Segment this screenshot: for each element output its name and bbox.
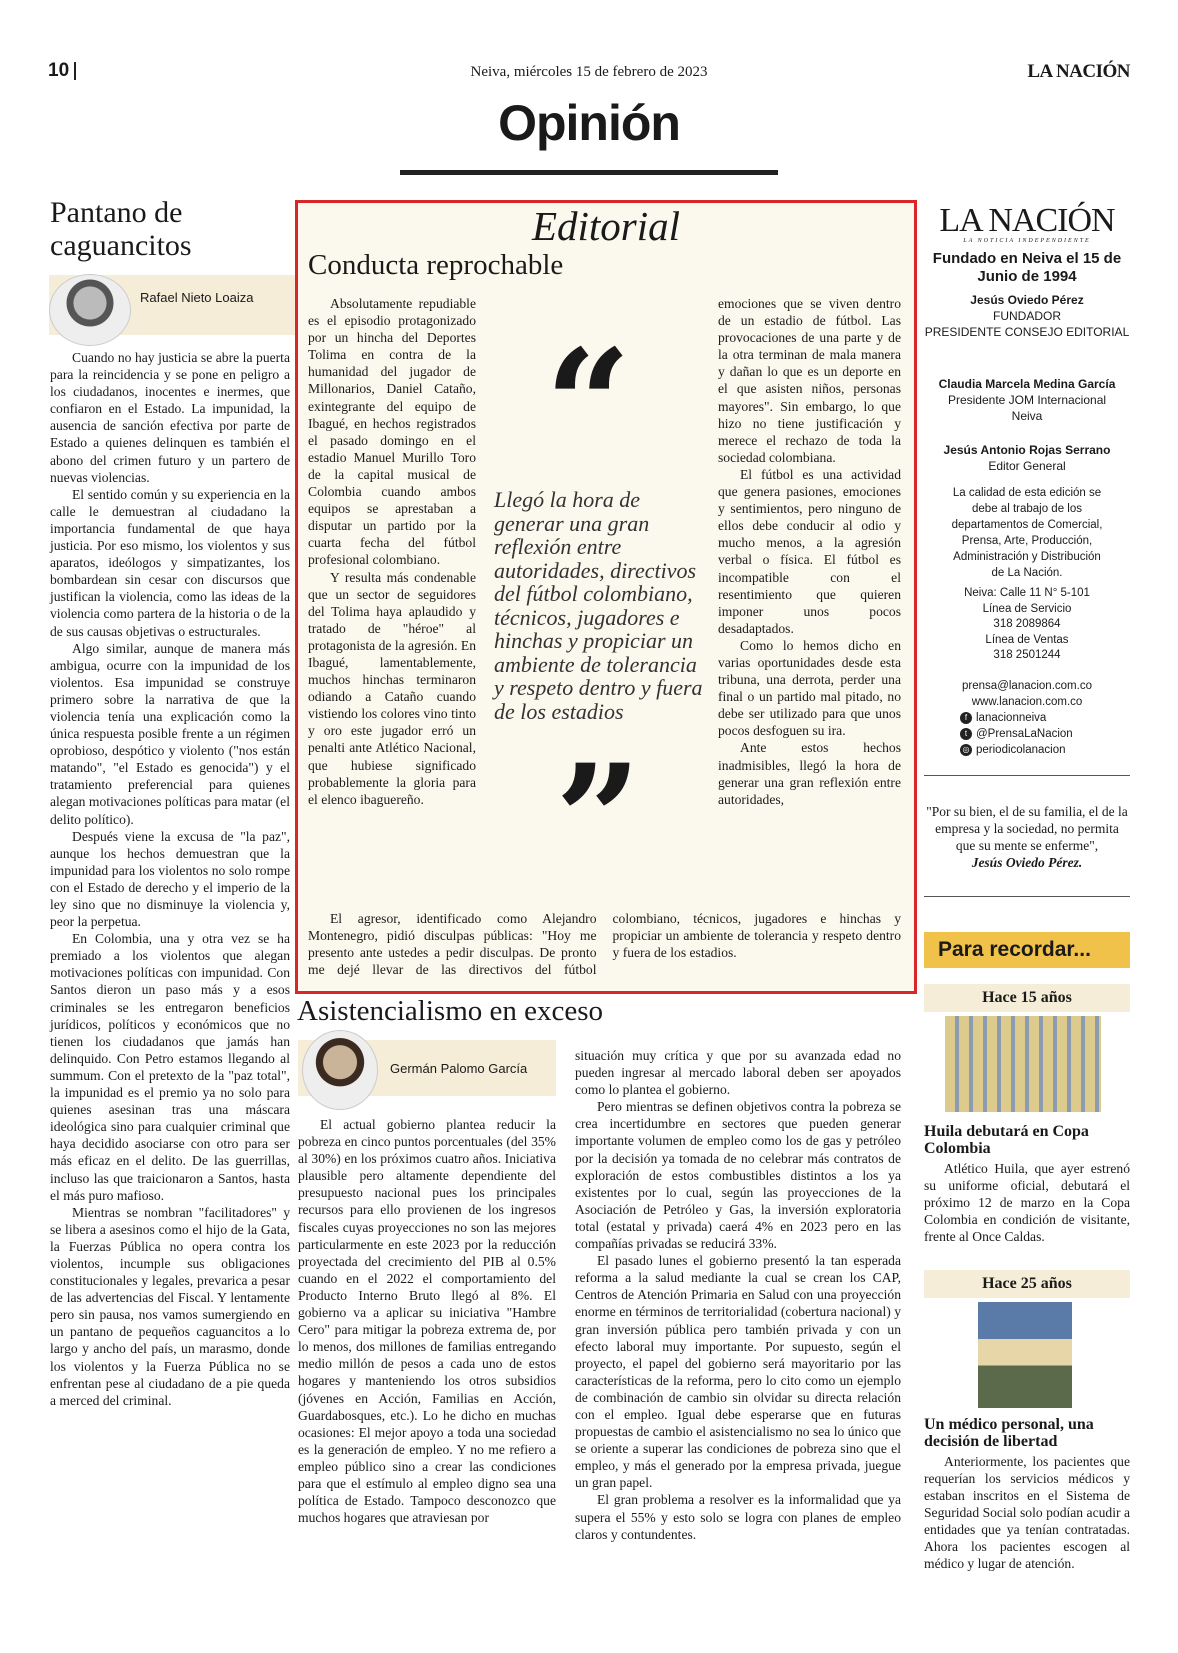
team-photo bbox=[945, 1016, 1101, 1112]
paragraph: El actual gobierno plantea reducir la pobreza en cinco puntos porcentuales (del 35% al 30%) en los próximos cuatro años. Iniciativa plausible pero altamente dependiente del presupuesto nacional pues los principales recursos para ello provienen de los ingresos fiscales cuyas proyecciones no son las mejores particularmente en este 2023 por la reducción proyectada del crecimiento del PIB al 0.5% cuando en el 2022 el comportamiento del Producto Interno Bruto llegó al 8%. El gobierno va a aplicar su iniciativa "Hambre Cero" para mitigar la pobreza extrema de, por lo menos, dos millones de familias entregando medio millón de pesos a cada uno de estos hogares y manteniendo los otros subsidios (jóvenes en Acción, Familias en Acción, Guardabosques, etc.). Lo he dicho en muchas ocasiones: El mejor apoyo a toda una sociedad es la generación de empleo. Y no me refiero a empleo público sino a crear las condiciones para que el estímulo al empleo digno sea una política de Estado. Tampoco desconozco que muchos hogares que atraviesan por bbox=[298, 1117, 556, 1526]
president-block bbox=[924, 376, 1130, 424]
page-number: 10 bbox=[48, 62, 76, 80]
section-rule bbox=[400, 170, 778, 175]
editor-name: Jesús Antonio Rojas Serrano bbox=[943, 443, 1111, 457]
paragraph: Después viene la excusa de "la paz", aunque los hechos demuestran que la impunidad para los violentos no solo rompe con el Estado de derecho y el imperio de la ley sino que no disminuye la violencia y, peor la perpetua. bbox=[50, 828, 290, 930]
left-article-author: Rafael Nieto Loaiza bbox=[140, 290, 254, 305]
quote-text: "Por su bien, el de su familia, el de la empresa y la sociedad, no permita que su mente se enferme", bbox=[926, 804, 1128, 853]
hace-25-label: Hace 25 años bbox=[924, 1270, 1130, 1298]
editorial-column-1 bbox=[308, 295, 476, 808]
recordar-text-1 bbox=[924, 1160, 1130, 1245]
paragraph: El sentido común y su experiencia en la calle le demuestran al ciudadano la importancia fundamental de que haya justicia. Por eso mismo, los violentos y sus aparatos, ideólogos y simpatizantes, los bombardean sin cesar con discursos que justifican la violencia, como las ideas de la violencia como partera de la historia o de la de sus causas objetivas o estructurales. bbox=[50, 486, 290, 639]
editorial-title: Conducta reprochable bbox=[308, 249, 564, 281]
archive-photo bbox=[978, 1302, 1072, 1408]
paragraph: situación muy crítica y que por su avanzada edad no pueden ingresar al mercado laboral deben ser apoyados como lo plantea el gobierno. bbox=[575, 1048, 901, 1098]
pull-quote: Llegó la hora de generar una gran reflexión entre autoridades, directivos del fútbol colombiano, técnicos, jugadores e hinchas y propiciar un ambiente de tolerancia y respeto dentro y fuera de los estadios bbox=[494, 487, 703, 724]
contact-block bbox=[924, 586, 1130, 664]
section-title: Opinión bbox=[498, 95, 680, 151]
president-role: Presidente JOM Internacional Neiva bbox=[947, 393, 1107, 423]
paragraph: Cuando no hay justicia se abre la puerta para la reincidencia y se pone en peligro a los ciudadanos, inocentes e inermes, que confiaron en el Estado. La impunidad, la ausencia de sanción efectiva por parte de Estado a quienes delinquen es también el abono del crimen futuro y un partero de nuevas violencias. bbox=[50, 350, 290, 485]
paragraph: El gran problema a resolver es la informalidad que ya supera el 55% y esto solo se logra con planes de empleo claros y contundentes. bbox=[575, 1492, 901, 1542]
facebook-handle: lanacionneiva bbox=[976, 712, 1047, 724]
paragraph: Anteriormente, los pacientes que requerían los servicios médicos y estaban inscritos en el Sistema de Seguridad Social solo podían acudir a entidades que ya tenían contratadas. Ahora los pacientes escogen al médico y lugar de atención. bbox=[924, 1454, 1130, 1571]
sales-phone: 318 2501244 bbox=[993, 649, 1061, 661]
paragraph: El fútbol es una actividad que genera pasiones, emociones y sentimientos, pero ninguno de ellos debe conducir al odio y mucho menos, a la agresión verbal o física. El fútbol es incompatible con el resentimiento que quieren imponer unos pocos desadaptados. bbox=[718, 466, 901, 636]
web-link[interactable]: www.lanacion.com.co bbox=[971, 695, 1083, 708]
instagram-icon: ◎ bbox=[960, 744, 972, 756]
instagram-handle: periodicolanacion bbox=[976, 744, 1066, 756]
web-block bbox=[924, 679, 1130, 710]
founder-role: FUNDADOR bbox=[993, 309, 1061, 323]
masthead-logo: LA NACIÓN bbox=[1027, 61, 1130, 82]
left-article-title: Pantano de caguancitos bbox=[50, 196, 192, 262]
founder-block bbox=[924, 292, 1130, 340]
asistencialismo-title: Asistencialismo en exceso bbox=[297, 995, 604, 1027]
paragraph: El agresor, identificado como Alejandro Montenegro, pidió disculpas públicas: "Hoy me presento ante ustedes a pedir disculpas. De pronto me dejé llevar de las directivos del fútbol colombiano, técnicos, jugadores e hinchas y propiciar un ambiente de tolerancia y respeto dentro y fuera de los estadios. bbox=[308, 911, 901, 978]
paragraph: Ante estos hechos inadmisibles, llegó la hora de generar una gran reflexión entre autoridades, bbox=[718, 740, 901, 807]
sidebar-founded: Fundado en Neiva el 15 de Junio de 1994 bbox=[932, 250, 1122, 285]
social-links bbox=[960, 710, 1130, 758]
facebook-link[interactable] bbox=[960, 710, 1130, 726]
twitter-link[interactable] bbox=[960, 726, 1130, 742]
quality-note: La calidad de esta edición se debe al trabajo de los departamentos de Comercial, Prensa, Arte, Producción, Administración y Distribución de La Nación. bbox=[951, 487, 1103, 579]
instagram-link[interactable] bbox=[960, 742, 1130, 758]
paragraph: Algo similar, aunque de manera más ambigua, ocurre con la impunidad de los violentos. Esa impunidad se construye primero sobre la narrativa de que la violencia tenía una explicación como la única respuesta posible frente a un régimen oprobioso, despótico y violento ("nos están matando", "el Estado es genocida") y el tratamiento preferencial para quienes alegan motivaciones políticas para matar (el delito político). bbox=[50, 640, 290, 827]
founder-role: PRESIDENTE CONSEJO EDITORIAL bbox=[924, 325, 1130, 339]
paragraph: emociones que se viven dentro de un estadio de fútbol. Las provocaciones de una parte y de la otra terminan de mala manera y dañan lo que es un deporte en el que asisten niños, personas mayores". Sin embargo, lo que hizo no tiene justificación y merece el rechazo de toda la sociedad colombiana. bbox=[718, 296, 901, 465]
service-phone: 318 2089864 bbox=[993, 618, 1061, 630]
author-photo bbox=[49, 274, 131, 346]
paragraph: Pero mientras se definen objetivos contra la pobreza se crea incertidumbre en sectores que pueden generar importante volumen de empleo como los de gas y petróleo por la decisión ya tomada de no celebrar más contratos de exploración de estos combustibles distintos a los ya existentes por lo cual, según las proyecciones de la Asociación de Petróleo y Gas, la inversión exploratoria total (estatal y privada) caerá 4% en 2023 pero en las compañías privadas se reducirá 33%. bbox=[575, 1099, 901, 1252]
recordar-text-2 bbox=[924, 1453, 1130, 1572]
sidebar-logo: LA NACIÓN bbox=[939, 202, 1115, 239]
sidebar-slogan: LA NOTICIA INDEPENDIENTE bbox=[963, 238, 1091, 244]
hace-15-label: Hace 15 años bbox=[924, 984, 1130, 1012]
dateline: Neiva, miércoles 15 de febrero de 2023 bbox=[470, 64, 708, 80]
recordar-headline-2: Un médico personal, una decisión de libertad bbox=[924, 1416, 1094, 1450]
editorial-label: Editorial bbox=[531, 203, 681, 249]
paragraph: Absolutamente repudiable es el episodio protagonizado por un hincha del Deportes Tolima en contra de la humanidad del jugador de Millonarios, Daniel Cataño, exintegrante del equipo de Ibagué, en hechos registrados el pasado domingo en el estadio Manuel Murillo Toro de la capital musical de Colombia cuando ambos equipos se aprestaban a disputar un partido por la cuarta fecha del fútbol profesional colombiano. bbox=[308, 296, 476, 568]
paragraph: En Colombia, una y otra vez se ha premiado a los violentos que alegan motivaciones políticas con impunidad. Con Santos dieron un paso más y a esos criminales se les entregaron beneficios jurídicos, políticos y económicos que no tienen los ciudadanos que jamás han delinquido. Con Petro estamos llegando al summum. Con el pretexto de la "paz total", la impunidad es el premio ya no solo para quienes asesinan tras una máscara ideológica sino para cualquier criminal que haya decidido asociarse con otro para ser más eficaz en el delito. De las guerrillas, incluso las que traicionaron a Santos, hasta el más puro mafioso. bbox=[50, 931, 290, 1203]
quote-author: Jesús Oviedo Pérez. bbox=[971, 855, 1083, 870]
twitter-handle: @PrensaLaNacion bbox=[976, 728, 1073, 740]
asistencialismo-author: Germán Palomo García bbox=[390, 1061, 528, 1076]
editor-block bbox=[924, 442, 1130, 474]
close-quote-icon: ” bbox=[555, 732, 642, 908]
editor-role: Editor General bbox=[988, 459, 1066, 473]
address: Neiva: Calle 11 N° 5-101 bbox=[964, 587, 1090, 599]
sales-label: Línea de Ventas bbox=[985, 633, 1069, 646]
paragraph: Mientras se nombran "facilitadores" y se libera a asesinos como el hijo de la Gata, la Fuerzas Pública no opera contra los violentos, incumple sus obligaciones constitucionales y legales, prevarica a pesar de las advertencias del Fiscal. Y lentamente pero sin pausa, nos vamos sumergiendo en un pantano de pequeños caguancitos a lo largo y ancho del país, un marasmo, donde los violentos y la Fuerza Pública no se enfrentan pese al ciudadano de a pie queda a merced del criminal. bbox=[50, 1204, 290, 1408]
recordar-headline-1: Huila debutará en Copa Colombia bbox=[924, 1123, 1089, 1157]
editorial-column-3 bbox=[718, 295, 901, 808]
divider bbox=[924, 775, 1130, 776]
founder-name: Jesús Oviedo Pérez bbox=[970, 293, 1084, 307]
paragraph: Y resulta más condenable que un sector de seguidores del Tolima haya aplaudido y tratado de "héroe" al protagonista de la agresión. En Ibagué, lamentablemente, muchos hinchas terminaron odiando a Cataño cuando vistiendo los colores vino tinto y oro este jugador erró un penalti ante Atlético Nacional, que hubiese significado probablemente la gloria para el elenco ibaguereño. bbox=[308, 569, 476, 807]
para-recordar-banner: Para recordar... bbox=[924, 932, 1130, 968]
email-link[interactable]: prensa@lanacion.com.co bbox=[962, 680, 1092, 692]
author-photo bbox=[302, 1030, 378, 1110]
left-article-body bbox=[50, 349, 290, 1409]
paragraph: El pasado lunes el gobierno presentó la tan esperada reforma a la salud mediante la cual se crean los CAP, Centros de Atención Primaria en Salud con una proyección enorme en términos de territorialidad (cobertura nacional) y gran inversión pública pero también privada y con un efecto laboral muy importante. Por supuesto, según el proyecto, el papel del gobierno será mayoritario por las características de la reforma, pero lo cito como un ejemplo de combinación de cambio sin olvidar su directa relación con el empleo. Igual debe esperarse que en futuras propuestas de cambio el asistencialismo no sea lo único que se oriente a superar las condiciones de pobreza sino que el empleo, y más el generado por la empresa privada, juegue un gran papel. bbox=[575, 1253, 901, 1491]
asistencialismo-column-1 bbox=[298, 1116, 556, 1526]
editorial-bottom bbox=[308, 910, 901, 978]
divider bbox=[924, 896, 1130, 897]
service-label: Línea de Servicio bbox=[982, 602, 1072, 615]
founder-quote bbox=[924, 803, 1130, 871]
asistencialismo-column-2 bbox=[575, 1047, 901, 1543]
paragraph: Atlético Huila, que ayer estrenó su uniforme oficial, debutará el próximo 12 de marzo en la Copa Colombia en condición de visitante, frente al Once Caldas. bbox=[924, 1161, 1130, 1244]
facebook-icon: f bbox=[960, 712, 972, 724]
paragraph: Como lo hemos dicho en varias oportunidades desde esta tribuna, una derrota, perder una final o un partido mal pitado, no debe ser utilizado para que unos pocos desfoguen su ira. bbox=[718, 637, 901, 739]
president-name: Claudia Marcela Medina García bbox=[938, 377, 1116, 391]
twitter-icon: t bbox=[960, 728, 972, 740]
open-quote-icon: “ bbox=[545, 317, 632, 493]
